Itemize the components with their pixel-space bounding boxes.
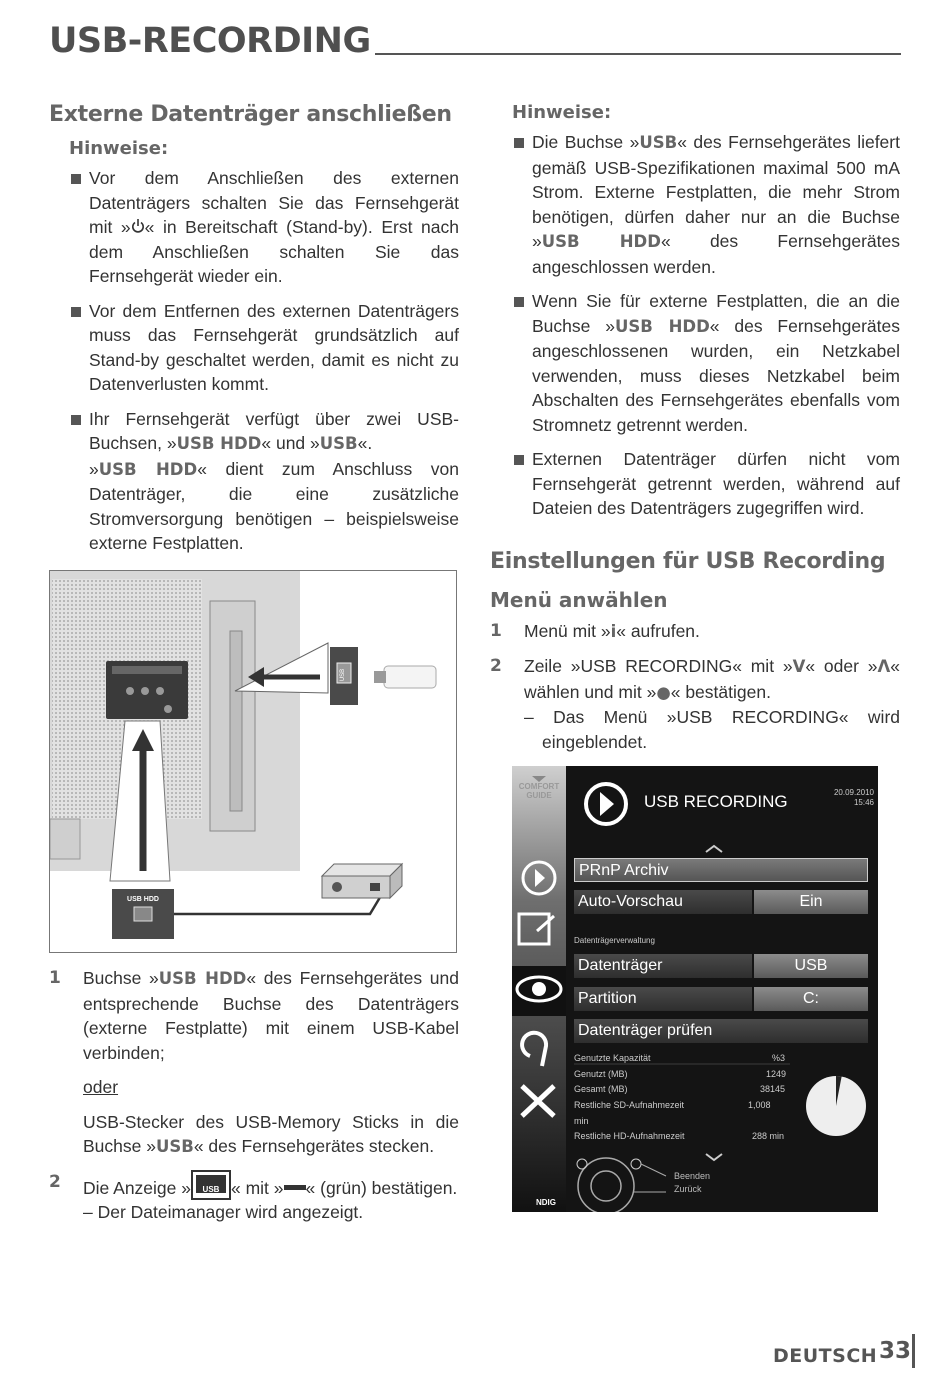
page-number: 33 [879, 1338, 912, 1364]
notes-label-left: Hinweise: [69, 138, 169, 159]
ok-key-icon: ● [656, 682, 671, 702]
down-key-icon: V [792, 657, 806, 676]
usb-port-label-left: USB HDD [127, 896, 159, 903]
drive-value: USB [754, 954, 868, 978]
footer-bar [912, 1334, 915, 1368]
menu-row-prnp-archiv[interactable]: PRnP Archiv [574, 858, 868, 882]
tv-back-diagram [50, 571, 457, 953]
power-icon [131, 218, 145, 234]
right-column [490, 100, 900, 764]
step-select-result: – Das Menü »USB RECORDING« wird eingeblendet. [524, 707, 900, 752]
menu-title: USB RECORDING [644, 792, 788, 811]
stat-label: Restliche HD-Aufnahmezeit [574, 1131, 685, 1141]
green-button-icon [284, 1185, 306, 1190]
section-heading-settings: Einstellungen für USB Recording [490, 548, 886, 574]
left-steps [49, 966, 459, 1235]
stat-label: Restliche SD-Aufnahmezeit [574, 1100, 685, 1110]
notes-label-right: Hinweise: [512, 102, 612, 123]
stat-label: Gesamt (MB) [574, 1084, 628, 1094]
note-bullet-power: Die Buchse »USB« des Fernsehgerätes liefert gemäß USB-Spezifikationen maximal 500 mA Strom. Externe Festplatten, die mehr Strom benötigen, dürfen daher nur an die Buchse »USB HDD« des Fernsehgerätes angeschlossen werden. [512, 130, 900, 279]
section-heading-connect: Externe Datenträger anschließen [49, 102, 452, 127]
stat-value: 1,008 [748, 1100, 771, 1110]
sidebar-icons [512, 766, 566, 1212]
page-title: USB-RECORDING [49, 21, 371, 61]
menu-section-label: Datenträgerverwaltung [574, 936, 655, 945]
note-bullet-access: Externen Datenträger dürfen nicht vom Fernsehgerät getrennt werden, während auf Dateien des Datenträgers zugegriffen wird. [512, 447, 900, 521]
step-confirm-result: – Der Dateimanager wird angezeigt. [83, 1202, 364, 1222]
subheading-select-menu: Menü anwählen [490, 587, 668, 612]
legend-back: Zurück [674, 1184, 702, 1194]
usb-port-label-right: USB [340, 668, 346, 682]
menu-time: 15:46 [853, 798, 874, 807]
header-rule [375, 53, 901, 55]
note-bullet-standby: Vor dem Anschließen des externen Datenträgers schalten Sie das Fernsehgerät mit » « in Bereitschaft (Stand-by). Erst nach dem Anschließen schalten Sie das Fernsehgerät wieder ein. [69, 166, 459, 289]
brand-label: NDIG [536, 1198, 556, 1207]
footer-language: DEUTSCH [773, 1345, 878, 1367]
note-bullet-two-usb: Ihr Fernsehgerät verfügt über zwei USB-Buchsen, »USB HDD« und »USB«. »USB HDD« dient zum Anschluss von Datenträger, die eine zusätzliche Stromversorgung benötigen – beispielsweise externe Festplatten. [69, 407, 459, 556]
menu-main-panel [566, 766, 878, 1212]
step-select-line: 2 Zeile »USB RECORDING« mit »V« oder »Λ« wählen und mit »●« bestätigen. – Das Menü »USB RECORDING« wird eingeblendet. [490, 654, 900, 754]
stat-label: min [574, 1116, 589, 1126]
stat-value: 1249 [766, 1069, 787, 1079]
menu-row-auto-preview[interactable]: Auto-Vorschau Ein [574, 890, 868, 914]
step-connect: 1 Buchse »USB HDD« des Fernsehgerätes und entsprechende Buchse des Datenträgers (externe Festplatte) mit einem USB-Kabel verbinden; oder USB-Stecker des USB-Memory Sticks in die Buchse »USB« des Fernsehgerätes stecken. [49, 966, 459, 1160]
stat-label: Genutzt (MB) [574, 1069, 628, 1079]
legend-exit: Beenden [674, 1171, 711, 1181]
auto-preview-value: Ein [754, 890, 868, 914]
stat-value: 38145 [760, 1084, 786, 1094]
up-key-icon: Λ [877, 657, 891, 676]
menu-row-partition[interactable]: Partition C: [574, 987, 868, 1011]
step-open-menu: 1 Menü mit »i« aufrufen. [490, 620, 700, 641]
menu-sidebar [512, 766, 566, 1212]
stat-value: %3 [772, 1053, 786, 1063]
step-confirm: 2 Die Anzeige » USB « mit » « (grün) bestätigen. – Der Dateimanager wird angezeigt. [49, 1170, 459, 1225]
info-key-icon: i [610, 621, 617, 641]
connection-illustration [49, 570, 457, 953]
stat-label: Genutzte Kapazität [574, 1053, 651, 1063]
menu-date: 20.09.2010 [833, 788, 874, 797]
or-text: oder [83, 1077, 119, 1097]
step-connect-alt: USB-Stecker des USB-Memory Sticks in die Buchse »USB« des Fernsehgerätes stecken. [83, 1111, 459, 1156]
note-bullet-remove: Vor dem Entfernen des externen Datenträgers muss das Fernsehgerät grundsätzlich auf Stand-by geschaltet werden, damit es nicht zu Datenverlusten kommt. [69, 299, 459, 397]
note-bullet-mains-cable: Wenn Sie für externe Festplatten, die an die Buchse »USB HDD« des Fernsehgerätes angeschlossenen wurden, ein Netzkabel verwenden, muss dieses Netzkabel beim Abschalten des Fernsehgerätes ebenfalls vom Stromnetz getrennt werden. [512, 289, 900, 437]
comfort-guide-label: COMFORT GUIDE [518, 782, 560, 800]
left-column [49, 100, 459, 566]
usb-display-icon: USB [191, 1170, 231, 1200]
partition-value: C: [754, 987, 868, 1011]
usb-recording-menu-screenshot [512, 766, 878, 1212]
stat-value: 288 min [752, 1131, 785, 1141]
menu-row-check-drive[interactable]: Datenträger prüfen [574, 1019, 868, 1043]
menu-row-drive[interactable]: Datenträger USB [574, 954, 868, 978]
page-header [49, 18, 901, 62]
